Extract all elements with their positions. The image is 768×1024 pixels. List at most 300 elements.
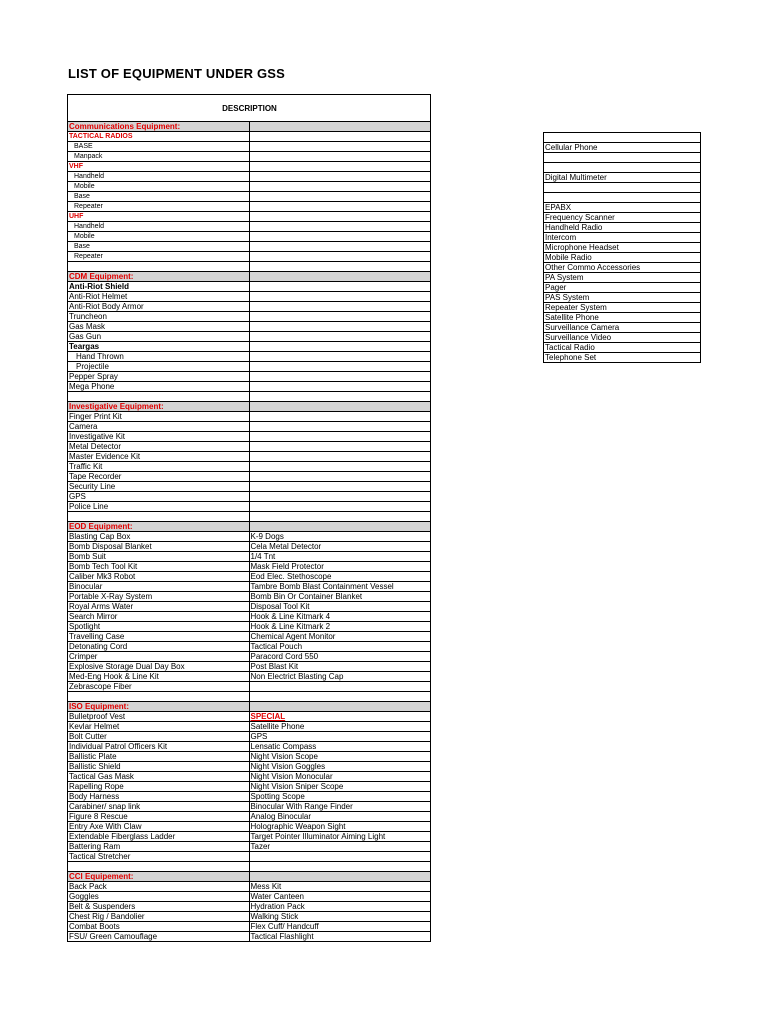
item-cell (68, 692, 250, 702)
item-cell-secondary: Disposal Tool Kit (249, 602, 431, 612)
item-cell-secondary (249, 282, 431, 292)
table-row (68, 782, 431, 792)
table-row (68, 532, 431, 542)
table-row (68, 762, 431, 772)
item-cell: Back Pack (68, 882, 250, 892)
item-cell-secondary (249, 692, 431, 702)
table-row (68, 152, 431, 162)
table-row (68, 312, 431, 322)
item-cell-secondary (249, 502, 431, 512)
table-row (68, 142, 431, 152)
item-cell (544, 163, 701, 173)
item-cell-secondary: K-9 Dogs (249, 532, 431, 542)
table-row (68, 372, 431, 382)
item-cell: Bolt Cutter (68, 732, 250, 742)
item-cell-secondary: Walking Stick (249, 912, 431, 922)
item-cell-secondary: Hook & Line Kitmark 2 (249, 622, 431, 632)
table-row (68, 512, 431, 522)
item-cell: Gas Gun (68, 332, 250, 342)
item-cell-secondary: Flex Cuff/ Handcuff (249, 922, 431, 932)
item-cell: Anti-Riot Shield (68, 282, 250, 292)
table-row (544, 283, 701, 293)
item-cell-secondary (249, 432, 431, 442)
table-row (68, 542, 431, 552)
table-row (68, 352, 431, 362)
table-row (68, 772, 431, 782)
item-cell (544, 133, 701, 143)
item-cell: Mega Phone (68, 382, 250, 392)
item-cell-secondary: Water Canteen (249, 892, 431, 902)
table-row (68, 172, 431, 182)
item-cell-secondary (249, 852, 431, 862)
table-row (544, 143, 701, 153)
equipment-table-body (68, 95, 431, 942)
item-cell: Repeater System (544, 303, 701, 313)
table-row (68, 292, 431, 302)
item-cell-secondary (249, 442, 431, 452)
item-cell: Chest Rig / Bandolier (68, 912, 250, 922)
table-row (68, 482, 431, 492)
item-cell: EPABX (544, 203, 701, 213)
table-row (68, 552, 431, 562)
item-cell: Telephone Set (544, 353, 701, 363)
table-row (68, 212, 431, 222)
item-cell: Body Harness (68, 792, 250, 802)
item-cell: Kevlar Helmet (68, 722, 250, 732)
description-header: DESCRIPTION (68, 95, 431, 122)
item-cell-secondary (249, 162, 431, 172)
table-row (544, 173, 701, 183)
item-cell-secondary (249, 472, 431, 482)
item-cell-secondary: Night Vision Scope (249, 752, 431, 762)
table-row (68, 852, 431, 862)
table-row (544, 193, 701, 203)
table-row (68, 892, 431, 902)
item-cell-secondary (249, 462, 431, 472)
item-cell-secondary: 1/4 Tnt (249, 552, 431, 562)
item-cell: Mobile (68, 182, 250, 192)
item-cell: Security Line (68, 482, 250, 492)
table-row (68, 282, 431, 292)
section-header-row (68, 272, 431, 282)
table-row (68, 242, 431, 252)
item-cell-secondary: Analog Binocular (249, 812, 431, 822)
item-cell-secondary (249, 422, 431, 432)
item-cell: EOD Equipment: (68, 522, 250, 532)
item-cell-secondary (249, 392, 431, 402)
item-cell (68, 862, 250, 872)
item-cell: Teargas (68, 342, 250, 352)
item-cell-secondary (249, 362, 431, 372)
item-cell: Spotlight (68, 622, 250, 632)
item-cell-secondary: Tactical Flashlight (249, 932, 431, 942)
item-cell-secondary (249, 342, 431, 352)
table-row (68, 932, 431, 942)
table-row (68, 742, 431, 752)
item-cell: Manpack (68, 152, 250, 162)
item-cell: Other Commo Accessories (544, 263, 701, 273)
table-row (68, 862, 431, 872)
item-cell: Finger Print Kit (68, 412, 250, 422)
table-row (68, 612, 431, 622)
item-cell: Belt & Suspenders (68, 902, 250, 912)
item-cell-secondary (249, 482, 431, 492)
item-cell: Mobile (68, 232, 250, 242)
table-row (68, 752, 431, 762)
table-row (68, 652, 431, 662)
item-cell-secondary (249, 232, 431, 242)
side-equipment-table-body (544, 133, 701, 363)
table-row (544, 213, 701, 223)
item-cell-secondary: Spotting Scope (249, 792, 431, 802)
item-cell: Tactical Gas Mask (68, 772, 250, 782)
table-row (544, 323, 701, 333)
table-row (68, 902, 431, 912)
item-cell: CCI Equipement: (68, 872, 250, 882)
item-cell-secondary: Eod Elec. Stethoscope (249, 572, 431, 582)
item-cell-secondary: Non Electrict Blasting Cap (249, 672, 431, 682)
item-cell-secondary (249, 272, 431, 282)
table-row (68, 302, 431, 312)
table-row (68, 382, 431, 392)
table-row (68, 662, 431, 672)
table-row (68, 582, 431, 592)
section-header-row (68, 522, 431, 532)
item-cell-secondary (249, 182, 431, 192)
item-cell-secondary: Tazer (249, 842, 431, 852)
item-cell: Satellite Phone (544, 313, 701, 323)
item-cell-secondary: Target Pointer Illuminator Aiming Light (249, 832, 431, 842)
item-cell: PAS System (544, 293, 701, 303)
table-row (68, 182, 431, 192)
table-row (544, 313, 701, 323)
item-cell-secondary: Mask Field Protector (249, 562, 431, 572)
item-cell-secondary (249, 402, 431, 412)
item-cell: VHF (68, 162, 250, 172)
item-cell: Tape Recorder (68, 472, 250, 482)
item-cell-secondary (249, 332, 431, 342)
item-cell: Repeater (68, 252, 250, 262)
table-row (68, 232, 431, 242)
item-cell: Truncheon (68, 312, 250, 322)
equipment-table (67, 94, 431, 942)
item-cell-secondary (249, 492, 431, 502)
table-row (68, 832, 431, 842)
table-row (68, 712, 431, 722)
item-cell: Bulletproof Vest (68, 712, 250, 722)
item-cell-secondary (249, 252, 431, 262)
item-cell: Police Line (68, 502, 250, 512)
table-row (68, 692, 431, 702)
table-row (68, 812, 431, 822)
item-cell: Investigative Equipment: (68, 402, 250, 412)
item-cell: Intercom (544, 233, 701, 243)
table-header-row (68, 95, 431, 122)
item-cell-secondary (249, 302, 431, 312)
item-cell-secondary (249, 202, 431, 212)
table-row (68, 262, 431, 272)
item-cell-secondary: Binocular With Range Finder (249, 802, 431, 812)
table-row (68, 202, 431, 212)
item-cell: Goggles (68, 892, 250, 902)
section-header-row (68, 872, 431, 882)
item-cell-secondary: Cela Metal Detector (249, 542, 431, 552)
item-cell (544, 183, 701, 193)
item-cell: PA System (544, 273, 701, 283)
item-cell-secondary (249, 222, 431, 232)
item-cell: Entry Axe With Claw (68, 822, 250, 832)
table-row (68, 462, 431, 472)
item-cell-secondary: Mess Kit (249, 882, 431, 892)
table-row (68, 822, 431, 832)
table-row (68, 732, 431, 742)
item-cell-secondary: Satellite Phone (249, 722, 431, 732)
item-cell-secondary: GPS (249, 732, 431, 742)
item-cell-secondary (249, 712, 431, 722)
item-cell-secondary (249, 312, 431, 322)
table-row (68, 252, 431, 262)
item-cell: Anti-Riot Body Armor (68, 302, 250, 312)
table-row (68, 422, 431, 432)
item-cell: Handheld (68, 222, 250, 232)
item-cell: Explosive Storage Dual Day Box (68, 662, 250, 672)
item-cell-secondary: Post Blast Kit (249, 662, 431, 672)
table-row (68, 562, 431, 572)
item-cell-secondary (249, 702, 431, 712)
item-cell-secondary (249, 352, 431, 362)
table-row (544, 153, 701, 163)
table-row (68, 432, 431, 442)
item-cell-secondary: Night Vision Sniper Scope (249, 782, 431, 792)
item-cell: Extendable Fiberglass Ladder (68, 832, 250, 842)
item-cell-secondary: Bomb Bin Or Container Blanket (249, 592, 431, 602)
item-cell-secondary (249, 682, 431, 692)
table-row (68, 342, 431, 352)
table-row (68, 452, 431, 462)
item-cell: TACTICAL RADIOS (68, 132, 250, 142)
table-row (544, 233, 701, 243)
table-row (68, 842, 431, 852)
item-cell-secondary (249, 152, 431, 162)
table-row (544, 163, 701, 173)
table-row (68, 882, 431, 892)
item-cell: Surveillance Camera (544, 323, 701, 333)
item-cell: Travelling Case (68, 632, 250, 642)
table-row (68, 362, 431, 372)
item-cell-secondary: Night Vision Monocular (249, 772, 431, 782)
item-cell: Pager (544, 283, 701, 293)
table-row (68, 592, 431, 602)
item-cell: Individual Patrol Officers Kit (68, 742, 250, 752)
table-row (68, 642, 431, 652)
item-cell: Pepper Spray (68, 372, 250, 382)
table-row (68, 392, 431, 402)
section-header-row (68, 122, 431, 132)
item-cell: Digital Multimeter (544, 173, 701, 183)
item-cell: Metal Detector (68, 442, 250, 452)
table-row (68, 632, 431, 642)
item-cell: FSU/ Green Camouflage (68, 932, 250, 942)
item-cell: Rapelling Rope (68, 782, 250, 792)
item-cell (68, 262, 250, 272)
table-row (68, 682, 431, 692)
item-cell: Camera (68, 422, 250, 432)
item-cell-secondary (249, 412, 431, 422)
item-cell: Repeater (68, 202, 250, 212)
table-row (68, 792, 431, 802)
item-cell-secondary (249, 522, 431, 532)
item-cell-secondary: Tambre Bomb Blast Containment Vessel (249, 582, 431, 592)
special-label: SPECIAL (250, 712, 286, 721)
item-cell: Search Mirror (68, 612, 250, 622)
item-cell: Bomb Disposal Blanket (68, 542, 250, 552)
table-row (544, 263, 701, 273)
item-cell: Frequency Scanner (544, 213, 701, 223)
item-cell-secondary (249, 382, 431, 392)
item-cell: Bomb Tech Tool Kit (68, 562, 250, 572)
item-cell-secondary (249, 172, 431, 182)
item-cell: Portable X-Ray System (68, 592, 250, 602)
table-row (68, 192, 431, 202)
table-row (68, 722, 431, 732)
table-row (68, 802, 431, 812)
table-row (544, 133, 701, 143)
table-row (68, 912, 431, 922)
item-cell-secondary (249, 452, 431, 462)
item-cell (68, 392, 250, 402)
table-row (544, 203, 701, 213)
item-cell-secondary: Chemical Agent Monitor (249, 632, 431, 642)
item-cell: Tactical Radio (544, 343, 701, 353)
item-cell: UHF (68, 212, 250, 222)
item-cell: Carabiner/ snap link (68, 802, 250, 812)
item-cell (544, 193, 701, 203)
table-row (544, 293, 701, 303)
table-row (68, 162, 431, 172)
item-cell-secondary (249, 132, 431, 142)
table-row (544, 183, 701, 193)
item-cell-secondary (249, 872, 431, 882)
table-row (544, 333, 701, 343)
item-cell: Traffic Kit (68, 462, 250, 472)
item-cell: Binocular (68, 582, 250, 592)
item-cell: Base (68, 242, 250, 252)
item-cell (68, 512, 250, 522)
table-row (544, 343, 701, 353)
table-row (544, 353, 701, 363)
table-row (544, 303, 701, 313)
item-cell: Projectile (68, 362, 250, 372)
side-equipment-table (543, 132, 701, 363)
item-cell-secondary (249, 142, 431, 152)
item-cell: Detonating Cord (68, 642, 250, 652)
item-cell: Handheld (68, 172, 250, 182)
item-cell-secondary (249, 292, 431, 302)
item-cell: Zebrascope Fiber (68, 682, 250, 692)
item-cell: Mobile Radio (544, 253, 701, 263)
item-cell-secondary (249, 122, 431, 132)
item-cell: Battering Ram (68, 842, 250, 852)
page-title: LIST OF EQUIPMENT UNDER GSS (68, 66, 286, 81)
item-cell-secondary (249, 862, 431, 872)
table-row (68, 132, 431, 142)
item-cell-secondary (249, 192, 431, 202)
item-cell: Gas Mask (68, 322, 250, 332)
item-cell: Caliber Mk3 Robot (68, 572, 250, 582)
table-row (68, 922, 431, 932)
item-cell-secondary: Hydration Pack (249, 902, 431, 912)
item-cell: Royal Arms Water (68, 602, 250, 612)
table-row (68, 492, 431, 502)
table-row (68, 602, 431, 612)
table-row (68, 572, 431, 582)
item-cell (544, 153, 701, 163)
table-row (68, 412, 431, 422)
item-cell-secondary: Night Vision Goggles (249, 762, 431, 772)
item-cell-secondary (249, 322, 431, 332)
item-cell: Med-Eng Hook & Line Kit (68, 672, 250, 682)
table-row (544, 223, 701, 233)
item-cell: Crimper (68, 652, 250, 662)
item-cell-secondary: Lensatic Compass (249, 742, 431, 752)
item-cell: BASE (68, 142, 250, 152)
item-cell: Master Evidence Kit (68, 452, 250, 462)
table-row (68, 502, 431, 512)
item-cell: Handheld Radio (544, 223, 701, 233)
item-cell-secondary: Tactical Pouch (249, 642, 431, 652)
table-row (544, 273, 701, 283)
table-row (68, 222, 431, 232)
item-cell-secondary (249, 262, 431, 272)
item-cell-secondary: Paracord Cord 550 (249, 652, 431, 662)
table-row (68, 622, 431, 632)
item-cell-secondary: Hook & Line Kitmark 4 (249, 612, 431, 622)
item-cell: Figure 8 Rescue (68, 812, 250, 822)
item-cell-secondary (249, 372, 431, 382)
item-cell: Base (68, 192, 250, 202)
item-cell: Tactical Stretcher (68, 852, 250, 862)
item-cell: Hand Thrown (68, 352, 250, 362)
table-row (68, 322, 431, 332)
table-row (68, 472, 431, 482)
item-cell-secondary (249, 212, 431, 222)
item-cell: Bomb Suit (68, 552, 250, 562)
table-row (68, 672, 431, 682)
item-cell: Blasting Cap Box (68, 532, 250, 542)
item-cell: Surveillance Video (544, 333, 701, 343)
item-cell: Cellular Phone (544, 143, 701, 153)
item-cell-secondary (249, 242, 431, 252)
item-cell: CDM Equipment: (68, 272, 250, 282)
section-header-row (68, 702, 431, 712)
item-cell: Combat Boots (68, 922, 250, 932)
item-cell: Microphone Headset (544, 243, 701, 253)
item-cell: Ballistic Shield (68, 762, 250, 772)
item-cell-secondary: Holographic Weapon Sight (249, 822, 431, 832)
table-row (544, 253, 701, 263)
table-row (544, 243, 701, 253)
section-header-row (68, 402, 431, 412)
item-cell: GPS (68, 492, 250, 502)
item-cell: ISO Equipment: (68, 702, 250, 712)
item-cell: Anti-Riot Helmet (68, 292, 250, 302)
item-cell: Investigative Kit (68, 432, 250, 442)
item-cell: Communications Equipment: (68, 122, 250, 132)
item-cell-secondary (249, 512, 431, 522)
table-row (68, 442, 431, 452)
item-cell: Ballistic Plate (68, 752, 250, 762)
table-row (68, 332, 431, 342)
